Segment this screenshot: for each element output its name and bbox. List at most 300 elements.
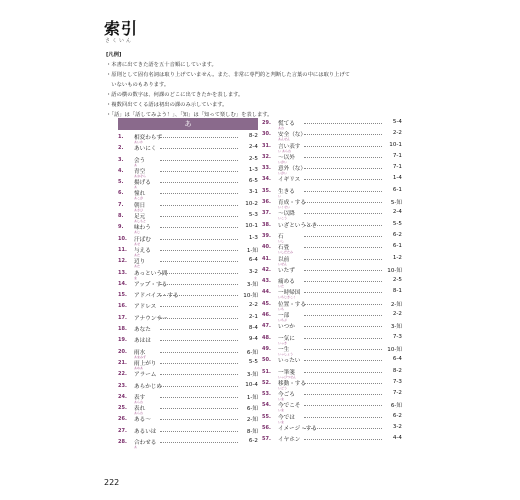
entry-reference: 3-知 (390, 324, 402, 331)
entry-term: あいにく (134, 146, 157, 153)
index-column-right (262, 118, 402, 446)
leader-dots (160, 318, 238, 319)
entry-reference: 8-知 (246, 428, 258, 435)
leader-dots (160, 340, 238, 341)
entry-term: 〜以外 (278, 154, 295, 161)
entry-term: アドレス (134, 304, 157, 311)
entry-number: 41. (262, 255, 271, 262)
entry-ruby: あこが (134, 196, 144, 201)
index-entry (118, 177, 258, 188)
legend-heading: [凡例] (106, 52, 122, 58)
index-entry (262, 355, 402, 366)
entry-reference: 10-知 (387, 346, 402, 353)
index-entry (262, 434, 402, 445)
leader-dots (304, 236, 382, 237)
entry-reference: 1-3 (248, 166, 258, 173)
index-entry (118, 347, 258, 358)
entry-reference: 2-5 (248, 155, 258, 162)
index-entry (118, 222, 258, 233)
entry-number: 13. (118, 269, 127, 276)
leader-dots (304, 179, 382, 180)
index-entry (118, 301, 258, 312)
entry-reference: 7-1 (392, 152, 402, 159)
leader-dots (160, 306, 238, 307)
leader-dots (304, 146, 382, 147)
entry-term: イヤホン (278, 437, 301, 444)
entry-number: 36. (262, 199, 271, 206)
entry-number: 18. (118, 326, 127, 333)
leader-dots (160, 419, 238, 420)
entry-reference: 6-1 (392, 243, 402, 250)
entry-term: 会う (134, 157, 146, 164)
entry-ruby: あた (134, 252, 141, 257)
entry-ruby: あおぞら (134, 173, 147, 178)
entry-number: 56. (262, 425, 271, 432)
entry-reference: 7-1 (392, 164, 402, 171)
index-entry (262, 141, 402, 152)
entry-number: 2. (118, 145, 124, 152)
entry-reference: 4-4 (392, 435, 402, 442)
entry-number: 39. (262, 232, 271, 239)
leader-dots (160, 193, 238, 194)
index-entry (118, 166, 258, 177)
index-entry (262, 344, 402, 355)
entry-reference: 8-2 (392, 367, 402, 374)
entry-number: 28. (118, 439, 127, 446)
entry-number: 31. (262, 142, 271, 149)
entry-reference: 3-2 (392, 424, 402, 431)
entry-term: アップ・する (134, 281, 168, 288)
index-entry (262, 423, 402, 434)
entry-number: 35. (262, 187, 271, 194)
entry-term: 今でこそ (278, 403, 301, 410)
entry-term: 与える (134, 247, 151, 254)
index-entry (118, 290, 258, 301)
entry-ruby: あんぜん (278, 137, 291, 142)
entry-number: 3. (118, 156, 124, 163)
entry-term: 相変わらず (134, 135, 162, 141)
leader-dots (160, 329, 238, 330)
entry-reference: 1-3 (248, 234, 258, 241)
index-entry (262, 174, 402, 185)
entry-term: 生きる (278, 188, 295, 195)
leader-dots (160, 386, 238, 387)
index-column-left (118, 118, 258, 448)
entry-term: アナウンサー (134, 315, 168, 322)
entry-term: あらかじめ (134, 383, 162, 390)
entry-reference: 8-1 (392, 288, 402, 295)
entry-ruby: あた (134, 264, 141, 269)
entry-reference: 2-2 (392, 311, 402, 318)
entry-number: 33. (262, 165, 271, 172)
entry-number: 11. (118, 246, 127, 253)
index-entry (118, 132, 258, 143)
leader-dots (304, 428, 382, 429)
leader-dots (304, 326, 382, 327)
entry-term: 移動・する (278, 380, 306, 387)
entry-ruby: いがい (278, 159, 288, 164)
entry-number: 10. (118, 235, 127, 242)
page-title: 索引 (104, 19, 139, 38)
entry-number: 21. (118, 359, 127, 366)
index-entry (262, 152, 402, 163)
index-entry (118, 200, 258, 211)
entry-ruby: あさひ (134, 207, 144, 212)
leader-dots (304, 292, 382, 293)
index-entry (262, 400, 402, 411)
index-title-block (104, 20, 138, 44)
entry-reference: 2-5 (392, 277, 402, 284)
entry-reference: 5-4 (392, 119, 402, 125)
legend-line: ・複数回出てくる語は初出の課のみ示しています。 (106, 102, 228, 108)
entry-number: 1. (118, 134, 124, 140)
index-entry (118, 392, 258, 403)
entry-number: 14. (118, 280, 127, 287)
entry-ruby: いっぴつせん (278, 374, 297, 379)
entry-ruby: あじ (134, 230, 141, 235)
entry-list-right (262, 118, 402, 446)
index-entry (262, 186, 402, 197)
entry-reference: 6-1 (392, 186, 402, 193)
entry-number: 7. (118, 201, 124, 208)
entry-term: 以前 (278, 256, 290, 263)
entry-term: イメージ・する (278, 426, 317, 433)
leader-dots (160, 250, 238, 251)
entry-reference: 3-1 (248, 189, 258, 196)
entry-number: 55. (262, 413, 271, 420)
entry-number: 53. (262, 391, 271, 398)
index-entry (262, 276, 402, 287)
entry-reference: 7-3 (392, 378, 402, 385)
entry-reference: 1-知 (246, 247, 258, 254)
entry-term: あっという間 (134, 270, 168, 277)
leader-dots (160, 205, 238, 206)
leader-dots (160, 148, 238, 149)
index-entry (262, 299, 402, 310)
entry-reference: 5-知 (390, 200, 402, 207)
entry-number: 38. (262, 221, 271, 228)
index-entry (262, 242, 402, 253)
leader-dots (160, 374, 238, 375)
entry-term: 〜以降 (278, 211, 295, 218)
index-entry (118, 335, 258, 346)
leader-dots (304, 338, 382, 339)
index-entry (262, 254, 402, 265)
entry-reference: 2-知 (246, 417, 258, 424)
entry-number: 12. (118, 258, 127, 265)
entry-number: 43. (262, 278, 271, 285)
leader-dots (304, 157, 382, 158)
leader-dots (160, 363, 238, 364)
entry-term: 今ごろ (278, 392, 295, 399)
entry-reference: 6-2 (392, 412, 402, 419)
entry-number: 26. (118, 416, 127, 423)
entry-ruby: いま (278, 397, 285, 402)
entry-reference: 5-5 (392, 220, 402, 227)
index-entry (118, 211, 258, 222)
index-entry (118, 279, 258, 290)
entry-number: 19. (118, 337, 127, 344)
index-entry (262, 287, 402, 298)
entry-term: 揚げる (134, 180, 151, 187)
entry-number: 40. (262, 244, 271, 251)
entry-term: 一時帰国 (278, 290, 301, 297)
leader-dots (160, 216, 238, 217)
entry-ruby: いま (278, 419, 285, 424)
leader-dots (304, 202, 382, 203)
leader-dots (160, 295, 238, 296)
entry-reference: 1-知 (246, 394, 258, 401)
entry-ruby: あわ (278, 126, 285, 130)
leader-dots (304, 270, 382, 271)
entry-reference: 6-知 (390, 403, 402, 410)
entry-reference: 2-4 (248, 144, 258, 151)
index-entry (262, 118, 402, 129)
entry-term: 石 (278, 233, 284, 240)
entry-ruby: あ (134, 185, 138, 190)
index-entry (262, 389, 402, 400)
index-entry (118, 358, 258, 369)
entry-term: あるいは (134, 428, 157, 435)
entry-term: 一筆箋 (278, 369, 295, 376)
legend-notes (106, 50, 426, 120)
index-entry (262, 220, 402, 231)
entry-term: いったい (278, 358, 301, 365)
entry-term: 意外（な） (278, 166, 306, 173)
entry-ruby: ま (134, 275, 138, 280)
index-entry (262, 163, 402, 174)
leader-dots (304, 247, 382, 248)
entry-term: 足元 (134, 214, 146, 221)
entry-reference: 3-知 (246, 372, 258, 379)
index-entry (118, 313, 258, 324)
entry-reference: 6-5 (248, 178, 258, 185)
leader-dots (304, 191, 382, 192)
index-entry (262, 412, 402, 423)
entry-ruby: あめあ (134, 365, 144, 370)
entry-reference: 6-2 (392, 231, 402, 238)
entry-term: 慌てる (278, 121, 295, 127)
entry-ruby: いっしょう (278, 351, 294, 356)
leader-dots (304, 360, 382, 361)
leader-dots (304, 225, 382, 226)
entry-term: 安全（な） (278, 132, 306, 139)
index-entry (262, 231, 402, 242)
index-entry (262, 367, 402, 378)
index-entry (118, 414, 258, 425)
entry-reference: 6-2 (248, 438, 258, 445)
entry-reference: 5-5 (248, 358, 258, 365)
entry-ruby: いち (278, 306, 285, 311)
entry-number: 34. (262, 176, 271, 183)
entry-term: アドバイス・する (134, 293, 179, 300)
entry-reference: 10-知 (243, 293, 258, 300)
entry-term: 味わう (134, 225, 151, 232)
index-entry (118, 155, 258, 166)
index-entry (262, 321, 402, 332)
entry-reference: 1-4 (392, 175, 402, 182)
entry-number: 27. (118, 427, 127, 434)
entry-term: 育成・する (278, 200, 306, 207)
entry-reference: 10-知 (387, 267, 402, 274)
entry-number: 50. (262, 357, 271, 364)
entry-term: いつか (278, 324, 295, 331)
entry-number: 24. (118, 393, 127, 400)
entry-reference: 10-2 (245, 200, 258, 207)
entry-term: 辺り (134, 259, 146, 266)
leader-dots (304, 394, 382, 395)
entry-number: 51. (262, 368, 271, 375)
entry-number: 47. (262, 323, 271, 330)
entry-term: 位置・する (278, 301, 306, 308)
entry-reference: 3-知 (246, 281, 258, 288)
index-entry (118, 234, 258, 245)
entry-number: 42. (262, 266, 271, 273)
leader-dots (160, 408, 238, 409)
entry-term: いたず (278, 267, 295, 274)
leader-dots (160, 284, 238, 285)
entry-list-left (118, 132, 258, 448)
entry-reference: 7-2 (392, 390, 402, 397)
entry-ruby: あらわ (134, 411, 144, 416)
entry-term: 痛める (278, 279, 295, 286)
entry-number: 9. (118, 224, 124, 231)
entry-term: 雨水 (134, 349, 146, 356)
leader-dots (160, 431, 238, 432)
entry-ruby: あ (134, 162, 138, 167)
entry-term: 青空 (134, 168, 146, 175)
entry-ruby: いがい (278, 171, 288, 176)
legend-line: いないものもあります。 (106, 82, 170, 88)
entry-number: 49. (262, 345, 271, 352)
entry-reference: 7-3 (392, 333, 402, 340)
entry-reference: 6-4 (392, 356, 402, 363)
entry-term: いざというとき (278, 222, 318, 229)
index-entry (262, 333, 402, 344)
entry-reference: 9-4 (248, 336, 258, 343)
entry-ruby: あいか (134, 140, 144, 144)
entry-reference: 8-2 (248, 133, 258, 139)
entry-number: 45. (262, 300, 271, 307)
leader-dots (160, 227, 238, 228)
index-entry (118, 381, 258, 392)
entry-ruby: いぜん (278, 261, 288, 266)
entry-number: 48. (262, 334, 271, 341)
entry-reference: 10-1 (389, 141, 402, 148)
entry-ruby: いどう (278, 385, 288, 390)
legend-line: ・語の横の数字は、何課のどこに出てきたかを表します。 (106, 92, 244, 98)
entry-ruby: いちじきこく (278, 295, 297, 300)
index-entry (262, 208, 402, 219)
entry-term: 汗ばむ (134, 236, 151, 243)
entry-number: 25. (118, 405, 127, 412)
leader-dots (160, 239, 238, 240)
entry-ruby: あ (134, 445, 138, 450)
entry-ruby: いし (278, 238, 285, 243)
section-heading-a: あ (118, 118, 258, 130)
entry-reference: 5-3 (248, 212, 258, 219)
entry-ruby: い あらわ (278, 148, 291, 153)
index-entry (118, 426, 258, 437)
entry-number: 44. (262, 289, 271, 296)
leader-dots (160, 352, 238, 353)
entry-reference: 10-4 (245, 381, 258, 388)
entry-reference: 2-4 (392, 209, 402, 216)
entry-number: 29. (262, 120, 271, 126)
entry-number: 46. (262, 312, 271, 319)
index-entry (118, 245, 258, 256)
leader-dots (304, 281, 382, 282)
entry-term: 今では (278, 414, 295, 421)
entry-reference: 3-2 (248, 268, 258, 275)
entry-ruby: い (278, 193, 282, 198)
entry-term: 表す (134, 394, 146, 401)
entry-term: ある〜 (134, 417, 151, 424)
legend-line: ・原則として固有名詞は取り上げていません。また、非常に専門的と判断した言葉の中には取り上げて (106, 72, 350, 78)
leader-dots (304, 383, 382, 384)
entry-term: 一部 (278, 313, 290, 320)
index-entry (118, 403, 258, 414)
entry-number: 22. (118, 371, 127, 378)
entry-number: 30. (262, 131, 271, 138)
entry-reference: 6-知 (246, 349, 258, 356)
entry-ruby: あせ (134, 241, 141, 246)
entry-number: 37. (262, 210, 271, 217)
index-entry (262, 265, 402, 276)
legend-line: ・「話」は「話してみよう！」、「知」は「知って楽しむ」を表します。 (106, 112, 273, 118)
leader-dots (160, 273, 238, 274)
entry-ruby: いた (278, 284, 285, 289)
entry-reference: 1-2 (392, 254, 402, 261)
entry-number: 20. (118, 348, 127, 355)
entry-ruby: いしだたみ (278, 250, 294, 255)
entry-term: 表れ (134, 406, 146, 413)
entry-ruby: いこう (278, 216, 288, 221)
entry-reference: 6-4 (248, 257, 258, 264)
entry-ruby: いちぶ (278, 318, 288, 323)
entry-term: 合わせる (134, 440, 157, 447)
title-ruby: さくいん (105, 38, 134, 44)
entry-term: アラーム (134, 372, 157, 379)
entry-number: 5. (118, 179, 124, 186)
leader-dots (160, 182, 238, 183)
entry-reference: 6-知 (246, 406, 258, 413)
entry-number: 16. (118, 303, 127, 310)
entry-term: あはは (134, 338, 151, 345)
index-entry (262, 197, 402, 208)
entry-term: あなた (134, 327, 151, 334)
entry-reference: 2-2 (248, 302, 258, 309)
index-entry (118, 256, 258, 267)
entry-ruby: いっき (278, 340, 288, 345)
index-entry (118, 369, 258, 380)
leader-dots (304, 417, 382, 418)
entry-ruby: いくせい (278, 205, 291, 210)
entry-number: 4. (118, 167, 124, 174)
index-entry (118, 188, 258, 199)
entry-number: 54. (262, 402, 271, 409)
leader-dots (304, 134, 382, 135)
index-entry (262, 310, 402, 321)
entry-reference: 2-1 (248, 313, 258, 320)
leader-dots (304, 259, 382, 260)
entry-ruby: あらわ (134, 399, 144, 404)
entry-number: 6. (118, 190, 124, 197)
entry-term: 朝日 (134, 202, 146, 209)
page-number: 222 (104, 478, 120, 487)
entry-term: 言い表す (278, 143, 301, 150)
leader-dots (304, 315, 382, 316)
